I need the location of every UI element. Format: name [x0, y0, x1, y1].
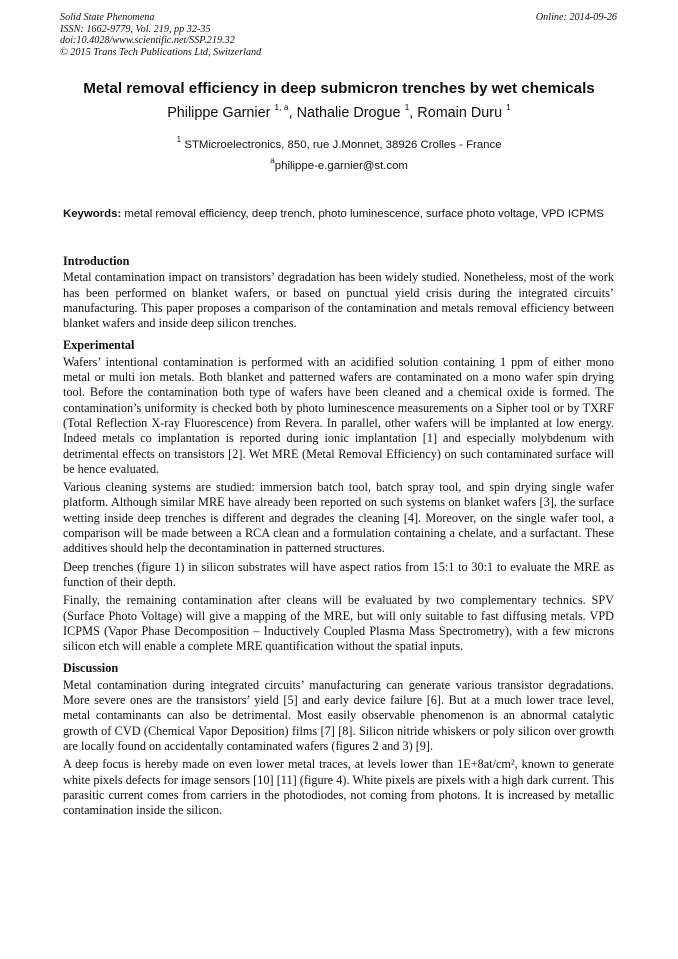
author-affiliation-mark: 1 — [404, 102, 410, 112]
affiliation-text: STMicroelectronics, 850, rue J.Monnet, 38926 Crolles - France — [184, 138, 502, 151]
keywords — [63, 207, 614, 223]
paragraph: Wafers’ intentional contamination is performed with an acidified solution containing 1 ppm of either mono metal or multi ion metals. Both blanket and patterned wafers are contaminated on a mono wafer spin drying tool. Before the contamination both type of wafers have been cleaned and a chemical oxide is formed. The contamination’s uniformity is checked both by photo luminescence measurements on a Sipher tool or by TXRF (Total Reflection X-ray Fluorescence) from Revera. In parallel, other wafers will be implanted at low energy. Indeed metals co implantation is reported during ionic implantation [1] and especially molybdenum with detrimental effects on transistors [2]. Wet MRE (Metal Removal Efficiency) on such contaminated surface will be hence evaluated. — [63, 354, 614, 476]
doi-line: doi:10.4028/www.scientific.net/SSP.219.32 — [60, 35, 235, 47]
online-date: Online: 2014-09-26 — [535, 12, 617, 23]
paragraph: Finally, the remaining contamination after cleans will be evaluated by two complementary technics. SPV (Surface Photo Voltage) will give a mapping of the MRE, but will only suitable to fast diffusing metals. VPD ICPMS (Vapor Phase Decomposition – Inductively Coupled Plasma Mass Spectrometry), with a few microns silicon etch will enable a complete MRE quantification without the spatial inputs. — [63, 593, 614, 654]
paragraph: A deep focus is hereby made on even lower metal traces, at levels lower than 1E+8at/cm², known to generate white pixels defects for image sensors [10] [11] (figure 4). White pixels are pixels with a high dark current. This parasitic current comes from carriers in the photodiodes, not coming from photons. It is increased by metallic contamination inside the silicon. — [63, 757, 614, 818]
section-heading: Introduction — [63, 254, 130, 268]
author-name: Philippe Garnier — [167, 104, 271, 121]
author-affiliation-mark: 1, a — [274, 102, 289, 112]
publication-header — [60, 12, 617, 58]
affiliation — [40, 135, 638, 151]
author-separator: , — [288, 104, 297, 121]
copyright-line: © 2015 Trans Tech Publications Ltd, Switzerland — [60, 46, 262, 58]
author-name: Romain Duru — [417, 104, 503, 121]
paragraph: Various cleaning systems are studied: immersion batch tool, batch spray tool, and spin drying single wafer platform. Although similar MRE have already been reported on such systems on blanket wafers [3], the surface wetting inside deep trenches is different and degrades the cleaning [4]. Moreover, on the single wafer tool, a comparison will be made between a RCA clean and a formulation containing a chelate, and a surfactant. These additives should help the decontamination in patterned structures. — [63, 480, 614, 556]
author-affiliation-mark: 1 — [506, 102, 511, 112]
section-experimental — [63, 338, 614, 654]
email-mark: a — [270, 155, 275, 165]
paper-title: Metal removal efficiency in deep submicron trenches by wet chemicals — [83, 80, 595, 97]
affiliation-mark: 1 — [176, 134, 182, 144]
section-discussion — [63, 661, 614, 818]
section-heading: Experimental — [63, 338, 135, 353]
journal-name: Solid State Phenomena — [60, 12, 155, 23]
paragraph: Metal contamination impact on transistors’ degradation has been widely studied. Nonetheless, most of the work has been performed on blanket wafers, or based on punctual yield crisis during the integrated circuits’ manufacturing. This paper proposes a comparison of the contamination and metals removal efficiency between blanket wafers and inside deep silicon trenches. — [63, 270, 614, 331]
paper-body — [63, 254, 614, 825]
author-separator: , — [409, 104, 418, 121]
email-text: philippe-e.garnier@st.com — [274, 159, 408, 172]
issn-line: ISSN: 1662-9779, Vol. 219, pp 32-35 — [60, 23, 211, 35]
author-name: Nathalie Drogue — [296, 104, 401, 121]
section-introduction — [63, 254, 614, 331]
section-heading: Discussion — [63, 661, 119, 676]
keywords-text: metal removal efficiency, deep trench, photo luminescence, surface photo voltage, VPD ICPMS — [121, 208, 604, 220]
contact-email — [40, 156, 638, 172]
keywords-label: Keywords: — [63, 208, 122, 220]
author-list — [40, 103, 638, 121]
paragraph: Metal contamination during integrated circuits’ manufacturing can generate various transistor degradations. More severe ones are the transistors’ yield [5] and early device failure [6]. But at a much lower trace level, metal contaminants can also be detrimental. Most easily observable phenomenon is an abnormal catalytic growth of CVD (Chemical Vapor Deposition) films [7] [8]. Silicon nitride whiskers or poly silicon over growth are locally found on accidentally contaminated wafers (figures 2 and 3) [9]. — [63, 677, 614, 753]
paragraph: Deep trenches (figure 1) in silicon substrates will have aspect ratios from 15:1 to 30:1 to evaluate the MRE as function of their depth. — [63, 559, 614, 589]
